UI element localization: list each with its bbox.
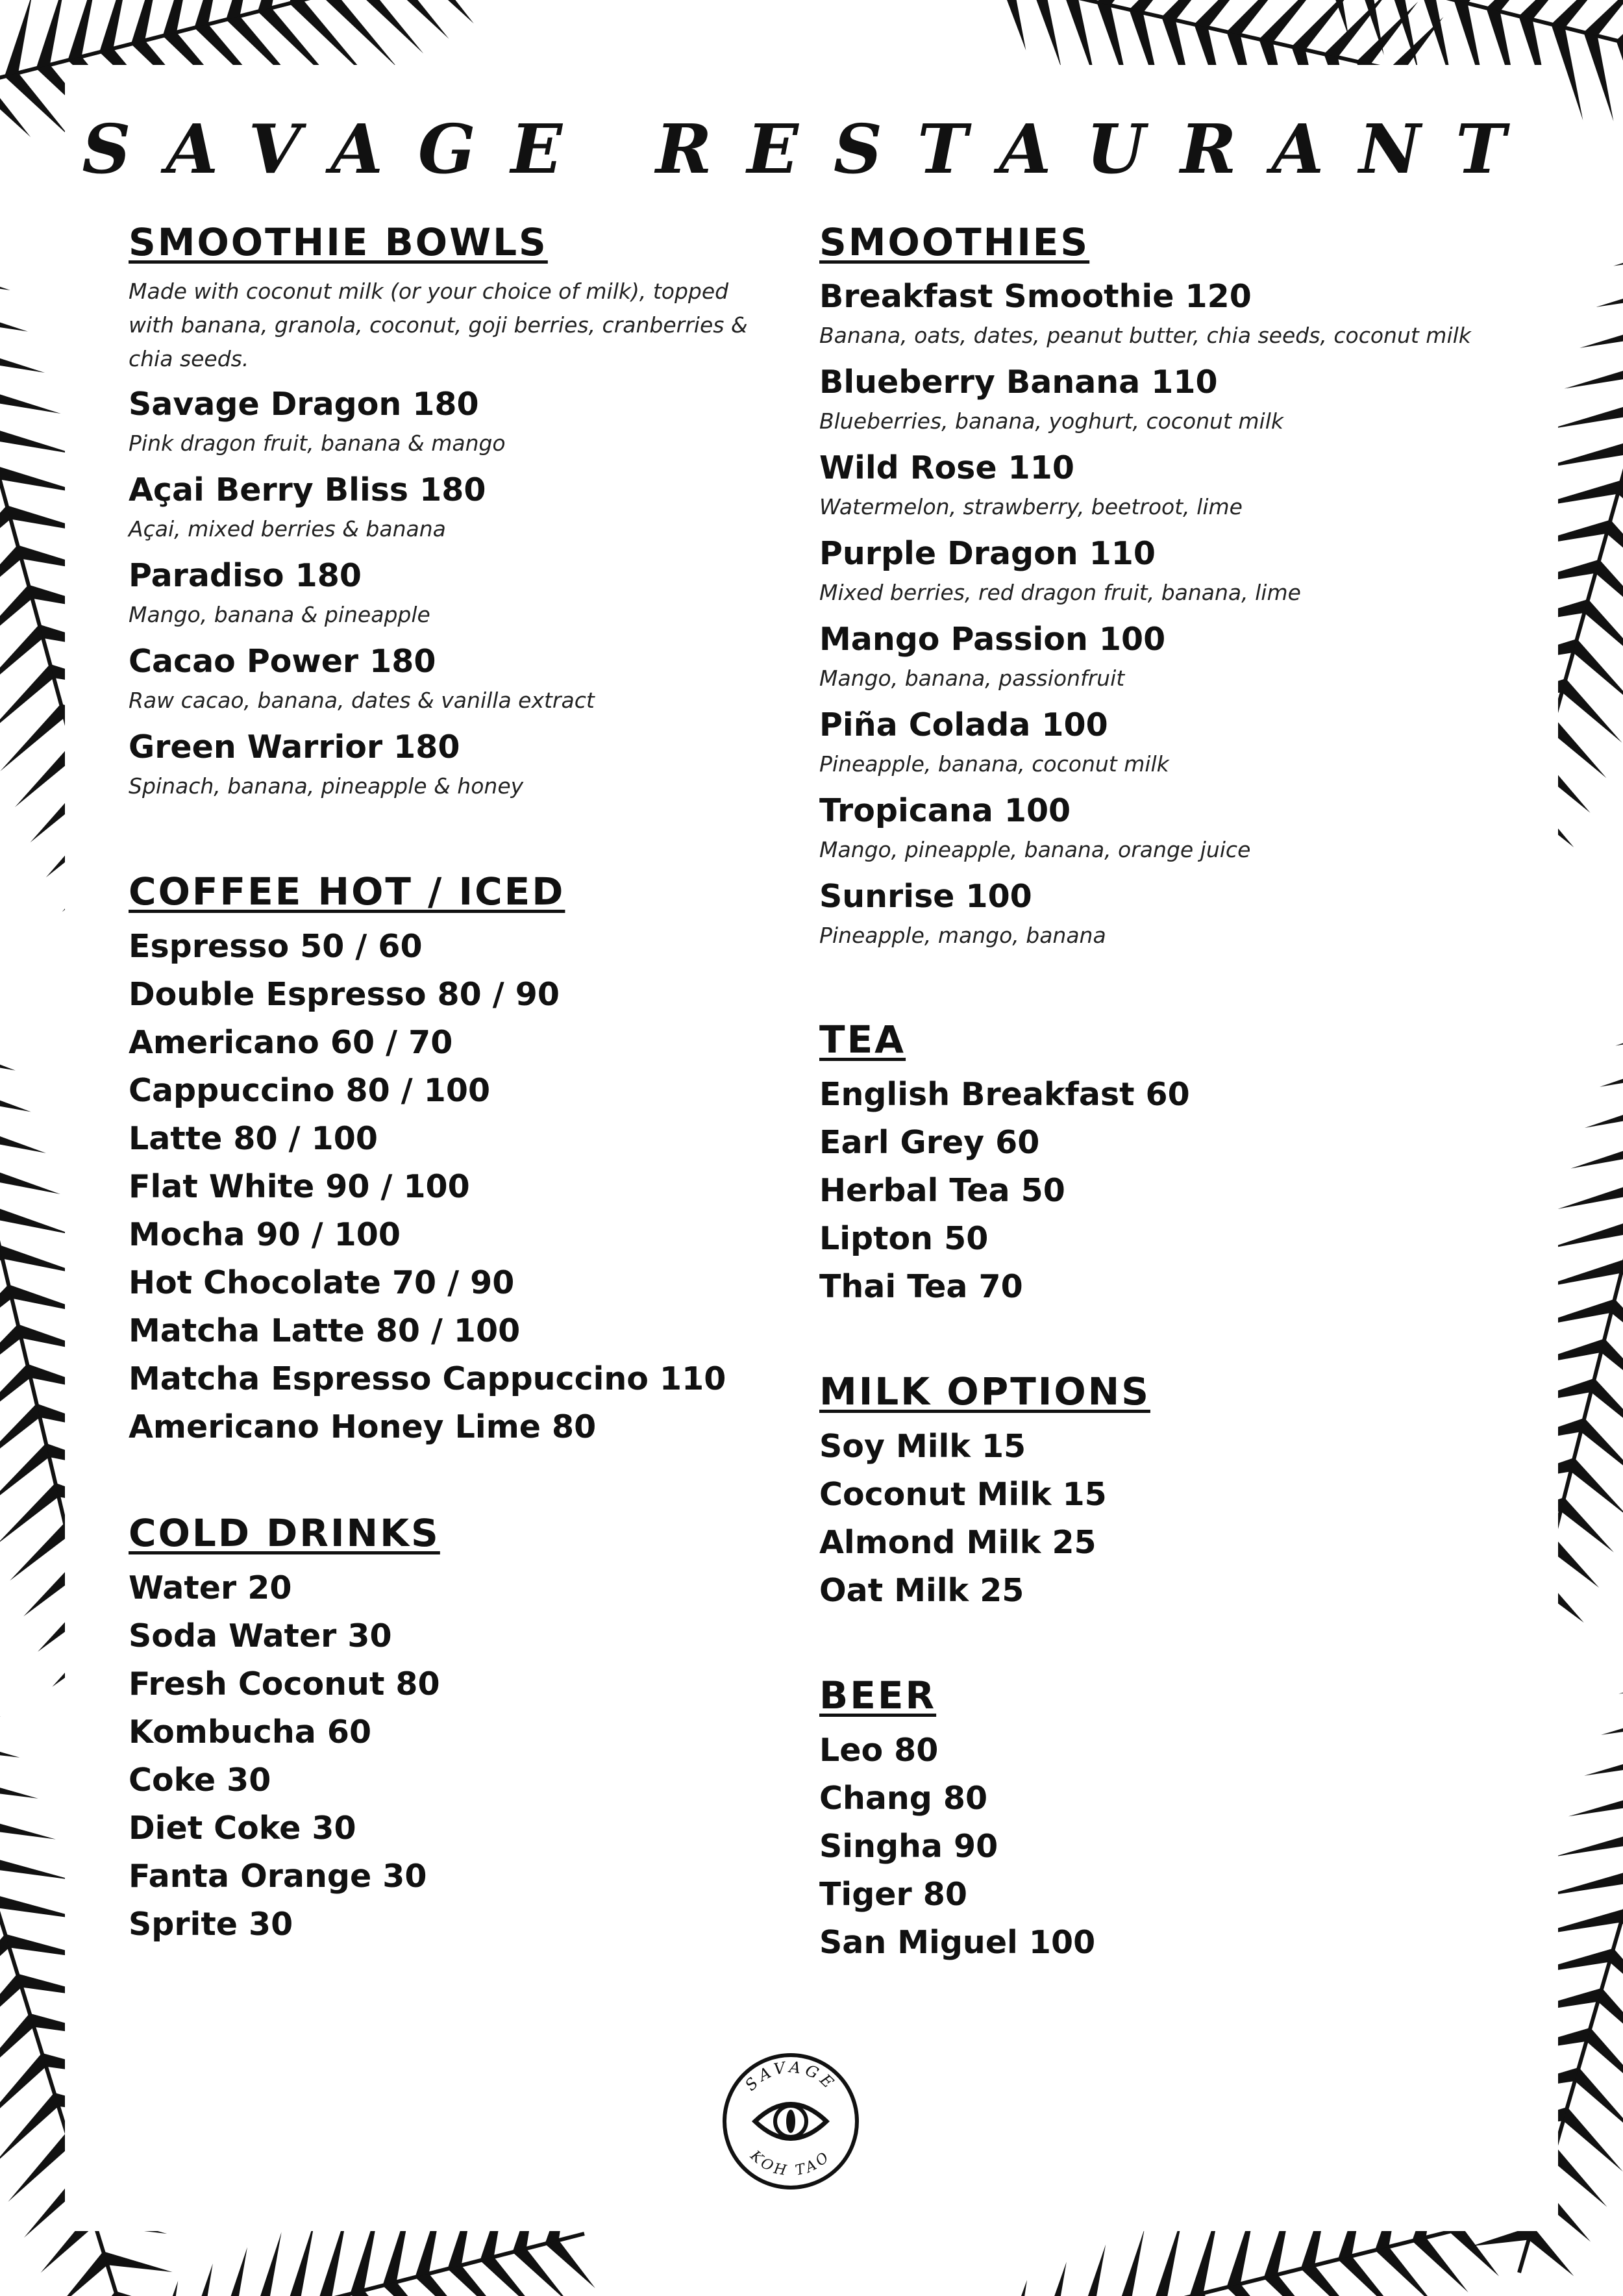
menu-item: Almond Milk 25 <box>819 1524 1096 1561</box>
section-spacer <box>819 1311 1494 1367</box>
menu-item: Espresso 50 / 60 <box>129 928 423 965</box>
menu-item: Latte 80 / 100 <box>129 1120 378 1157</box>
menu-item-savage-dragon <box>129 381 778 459</box>
menu-item-breakfast-smoothie <box>819 273 1494 351</box>
section-title-milk-options: MILK OPTIONS <box>819 1369 1150 1414</box>
section-title-coffee: COFFEE HOT / ICED <box>129 869 565 914</box>
menu-item: Fanta Orange 30 <box>129 1858 427 1895</box>
menu-item-pina-colada <box>819 702 1494 780</box>
menu-item-description: Mango, pineapple, banana, orange juice <box>819 837 1251 862</box>
menu-item: Americano Honey Lime 80 <box>129 1408 597 1445</box>
menu-item-description: Pink dragon fruit, banana & mango <box>129 430 506 456</box>
section-beer <box>819 1671 1494 1967</box>
menu-item-description: Blueberries, banana, yoghurt, coconut milk <box>819 408 1283 434</box>
savage-koh-tao-logo <box>721 2052 860 2191</box>
menu-item-tropicana <box>819 788 1494 866</box>
section-title-smoothies: SMOOTHIES <box>819 220 1090 264</box>
menu-item: Fresh Coconut 80 <box>129 1666 440 1703</box>
coffee-list <box>129 923 778 1451</box>
menu-item-name: Savage Dragon 180 <box>129 386 479 423</box>
menu-item-description: Pineapple, mango, banana <box>819 923 1106 948</box>
section-title-beer: BEER <box>819 1673 937 1717</box>
menu-item-name: Breakfast Smoothie 120 <box>819 278 1252 315</box>
restaurant-title: SAVAGE RESTAURANT <box>82 109 1541 189</box>
menu-item-description: Mixed berries, red dragon fruit, banana, lime <box>819 580 1301 605</box>
menu-column-left <box>129 218 778 1949</box>
menu-item-mango-passion <box>819 616 1494 694</box>
menu-item: San Miguel 100 <box>819 1924 1096 1961</box>
menu-item-description: Pineapple, banana, coconut milk <box>819 751 1169 777</box>
section-milk-options <box>819 1367 1494 1615</box>
menu-item: Water 20 <box>129 1569 292 1606</box>
section-title-cold-drinks: COLD DRINKS <box>129 1511 440 1555</box>
menu-item-name: Tropicana 100 <box>819 792 1071 829</box>
menu-item-name: Blueberry Banana 110 <box>819 364 1218 401</box>
menu-item: Soy Milk 15 <box>819 1428 1026 1465</box>
menu-item-paradiso <box>129 553 778 630</box>
menu-item: Matcha Espresso Cappuccino 110 <box>129 1360 726 1397</box>
smoothie-bowls-intro: Made with coconut milk (or your choice of milk), topped with banana, granola, coconut, goji berries, cranberries & chia seeds. <box>129 279 748 371</box>
menu-item: Tiger 80 <box>819 1876 967 1913</box>
menu-item-name: Piña Colada 100 <box>819 706 1108 743</box>
section-cold-drinks <box>129 1508 778 1949</box>
section-smoothie-bowls <box>129 218 778 802</box>
menu-item: Kombucha 60 <box>129 1714 372 1751</box>
logo-top-text: SAVAGE <box>741 2058 840 2095</box>
logo-bottom-text: KOH TAO <box>747 2147 835 2180</box>
menu-item: Soda Water 30 <box>129 1617 392 1654</box>
menu-item: Coke 30 <box>129 1762 271 1799</box>
menu-item-name: Cacao Power 180 <box>129 643 436 680</box>
menu-item: Herbal Tea 50 <box>819 1172 1065 1209</box>
menu-item: English Breakfast 60 <box>819 1076 1190 1113</box>
section-spacer <box>129 1451 778 1508</box>
menu-column-right <box>819 218 1494 1967</box>
menu-item: Earl Grey 60 <box>819 1124 1040 1161</box>
menu-item: Americano 60 / 70 <box>129 1024 453 1061</box>
menu-item: Double Espresso 80 / 90 <box>129 976 560 1013</box>
menu-item-description: Mango, banana, passionfruit <box>819 666 1125 691</box>
menu-item-name: Mango Passion 100 <box>819 621 1166 658</box>
eye-icon <box>755 2104 826 2139</box>
section-title-smoothie-bowls: SMOOTHIE BOWLS <box>129 220 548 264</box>
menu-item: Sprite 30 <box>129 1906 293 1943</box>
section-spacer <box>819 959 1494 1015</box>
beer-list <box>819 1727 1494 1967</box>
menu-item-blueberry-banana <box>819 359 1494 437</box>
menu-item-green-warrior <box>129 724 778 802</box>
menu-item-name: Paradiso 180 <box>129 557 362 594</box>
section-coffee <box>129 867 778 1451</box>
cold-drinks-list <box>129 1564 778 1949</box>
menu-item: Matcha Latte 80 / 100 <box>129 1312 521 1349</box>
menu-item-description: Banana, oats, dates, peanut butter, chia seeds, coconut milk <box>819 323 1471 348</box>
menu-item-description: Watermelon, strawberry, beetroot, lime <box>819 494 1243 519</box>
menu-item: Thai Tea 70 <box>819 1268 1023 1305</box>
menu-item-acai-berry-bliss <box>129 467 778 545</box>
menu-item: Coconut Milk 15 <box>819 1476 1107 1513</box>
menu-item: Mocha 90 / 100 <box>129 1216 401 1253</box>
menu-item: Flat White 90 / 100 <box>129 1168 470 1205</box>
menu-item-name: Green Warrior 180 <box>129 729 460 766</box>
tea-list <box>819 1071 1494 1311</box>
menu-item: Diet Coke 30 <box>129 1810 356 1847</box>
section-tea <box>819 1015 1494 1311</box>
section-spacer <box>129 810 778 867</box>
menu-item: Oat Milk 25 <box>819 1572 1024 1609</box>
menu-item-cacao-power <box>129 638 778 716</box>
menu-item: Cappuccino 80 / 100 <box>129 1072 491 1109</box>
menu-item-name: Açai Berry Bliss 180 <box>129 471 486 508</box>
menu-item-description: Raw cacao, banana, dates & vanilla extract <box>129 688 595 713</box>
menu-item: Leo 80 <box>819 1732 939 1769</box>
menu-item-name: Purple Dragon 110 <box>819 535 1156 572</box>
menu-item-description: Mango, banana & pineapple <box>129 602 430 627</box>
menu-item-wild-rose <box>819 445 1494 523</box>
menu-item: Singha 90 <box>819 1828 998 1865</box>
menu-item: Hot Chocolate 70 / 90 <box>129 1264 515 1301</box>
menu-item-purple-dragon <box>819 530 1494 608</box>
menu-item-name: Wild Rose 110 <box>819 449 1074 486</box>
menu-item: Lipton 50 <box>819 1220 989 1257</box>
menu-item-sunrise <box>819 873 1494 951</box>
menu-item-description: Açai, mixed berries & banana <box>129 516 446 542</box>
menu-item-description: Spinach, banana, pineapple & honey <box>129 773 524 799</box>
menu-item-name: Sunrise 100 <box>819 878 1032 915</box>
section-smoothies <box>819 218 1494 951</box>
section-spacer <box>819 1615 1494 1671</box>
menu-item: Chang 80 <box>819 1780 988 1817</box>
milk-options-list <box>819 1423 1494 1615</box>
section-title-tea: TEA <box>819 1017 906 1062</box>
